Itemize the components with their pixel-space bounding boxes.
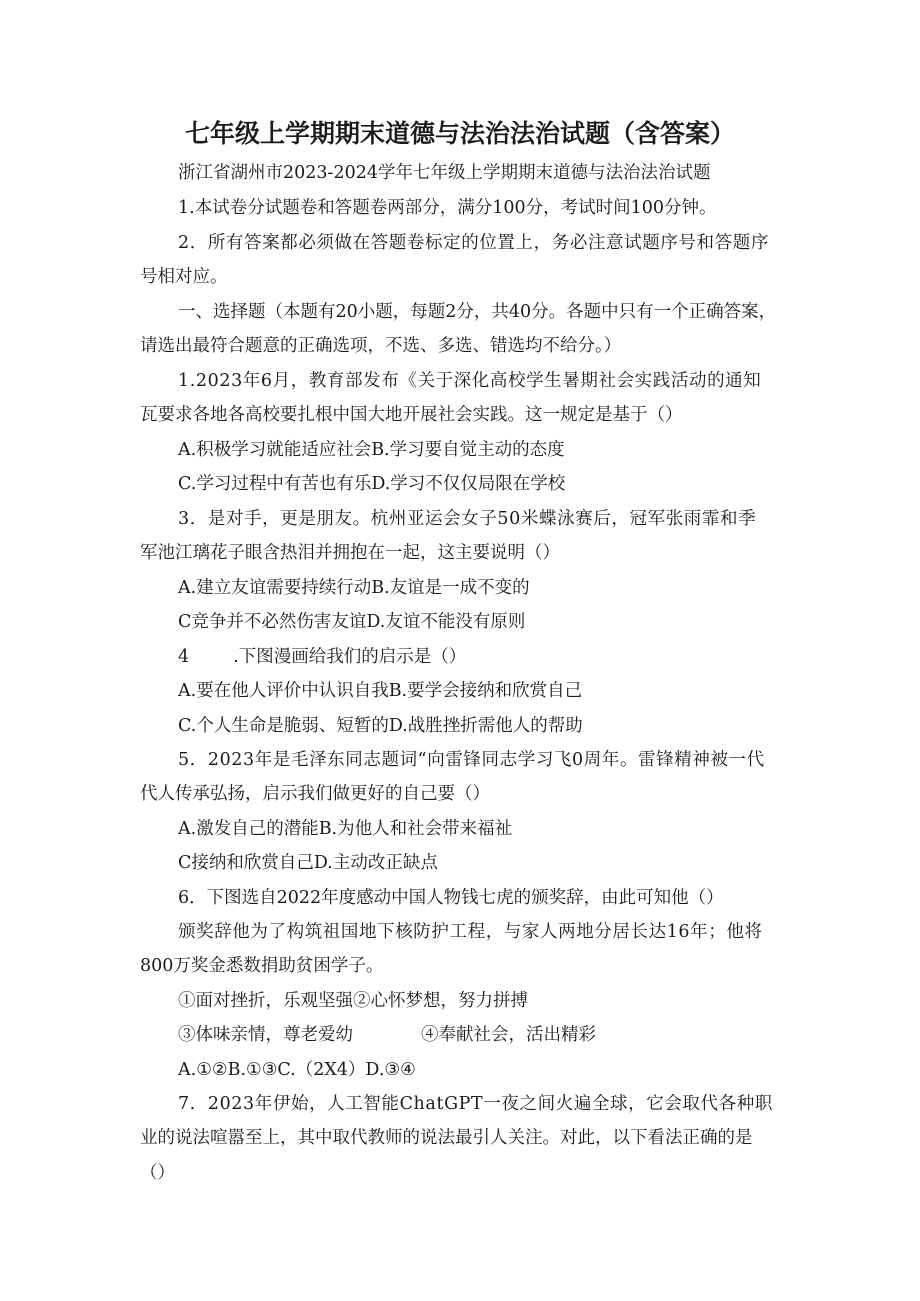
question-3-option-cd: C竞争并不必然伤害友谊D.友谊不能没有原则 <box>178 612 526 632</box>
question-1-stem: 1.2023年6月，教育部发布《关于深化高校学生暑期社会实践活动的通知 <box>178 371 762 391</box>
question-4-text: .下图漫画给我们的启示是（） <box>233 647 467 667</box>
instruction-2: 2．所有答案都必须做在答题卷标定的位置上，务必注意试题序号和答题序 <box>178 233 769 253</box>
question-5-stem: 5．2023年是毛泽东同志题词“向雷锋同志学习飞0周年。雷锋精神被一代 <box>178 750 765 770</box>
section-heading: 一、选择题（本题有20小题，每题2分，共40分。各题中只有一个正确答案， <box>178 302 777 322</box>
question-7-stem: 7．2023年伊始，人工智能ChatGPT一夜之间火遍全球，它会取代各种职 <box>178 1094 773 1114</box>
question-4-number: 4 <box>178 647 190 667</box>
question-6-items-3-4 <box>178 1022 790 1048</box>
question-6-stem: 6．下图选自2022年度感动中国人物钱七虎的颁奖辞，由此可知他（） <box>178 888 724 908</box>
question-1-stem-continued: 瓦要求各地各高校要扎根中国大地开展社会实践。这一规定是基于（） <box>140 405 683 425</box>
question-3-option-ab: A.建立友谊需要持续行动B.友谊是一成不变的 <box>178 578 530 598</box>
question-6-items-1-2: ①面对挫折，乐观坚强②心怀梦想，努力拼搏 <box>178 991 528 1011</box>
question-7-answer-blank: （） <box>140 1163 175 1183</box>
document-subtitle: 浙江省湖州市2023-2024学年七年级上学期期末道德与法治法治试题 <box>178 163 711 183</box>
question-5-stem-continued: 代人传承弘扬，启示我们做更好的自己要（） <box>140 784 490 804</box>
question-6-item-4: ④奉献社会，活出精彩 <box>421 1025 596 1045</box>
question-6-quote-continued: 800万奖金悉数捐助贫困学子。 <box>140 956 384 976</box>
question-1-option-ab: A.积极学习就能适应社会B.学习要自觉主动的态度 <box>178 440 565 460</box>
question-4-option-ab: A.要在他人评价中认识自我B.要学会接纳和欣赏自己 <box>178 681 583 701</box>
question-6-options: A.①②B.①③C.（2X4）D.③④ <box>178 1060 416 1080</box>
section-heading-continued: 请选出最符合题意的正确选项，不选、多选、错选均不给分。） <box>140 336 622 356</box>
question-4-option-cd: C.个人生命是脆弱、短暂的D.战胜挫折需他人的帮助 <box>178 716 583 736</box>
question-3-stem-continued: 军池江璃花子眼含热泪并拥抱在一起，这主要说明（） <box>140 543 560 563</box>
question-6-quote: 颁奖辞他为了构筑祖国地下核防护工程，与家人两地分居长达16年；他将 <box>178 922 763 942</box>
question-3-stem: 3．是对手，更是朋友。杭州亚运会女子50米蝶泳赛后，冠军张雨霏和季 <box>178 509 757 529</box>
question-6-item-3: ③体味亲情，尊老爱幼 <box>178 1025 353 1045</box>
question-5-option-cd: C接纳和欣赏自己D.主动改正缺点 <box>178 853 438 873</box>
question-4-stem <box>178 644 790 670</box>
instruction-2-continued: 号相对应。 <box>140 267 228 287</box>
question-5-option-ab: A.激发自己的潜能B.为他人和社会带来福祉 <box>178 819 513 839</box>
question-7-stem-continued: 业的说法喧嚣至上，其中取代教师的说法最引人关注。对此，以下看法正确的是 <box>140 1128 753 1148</box>
instruction-1: 1.本试卷分试题卷和答题卷两部分，满分100分，考试时间100分钟。 <box>178 198 717 218</box>
document-title: 七年级上学期期末道德与法治法治试题（含答案） <box>184 119 735 148</box>
question-1-option-cd: C.学习过程中有苦也有乐D.学习不仅仅局限在学校 <box>178 474 566 494</box>
